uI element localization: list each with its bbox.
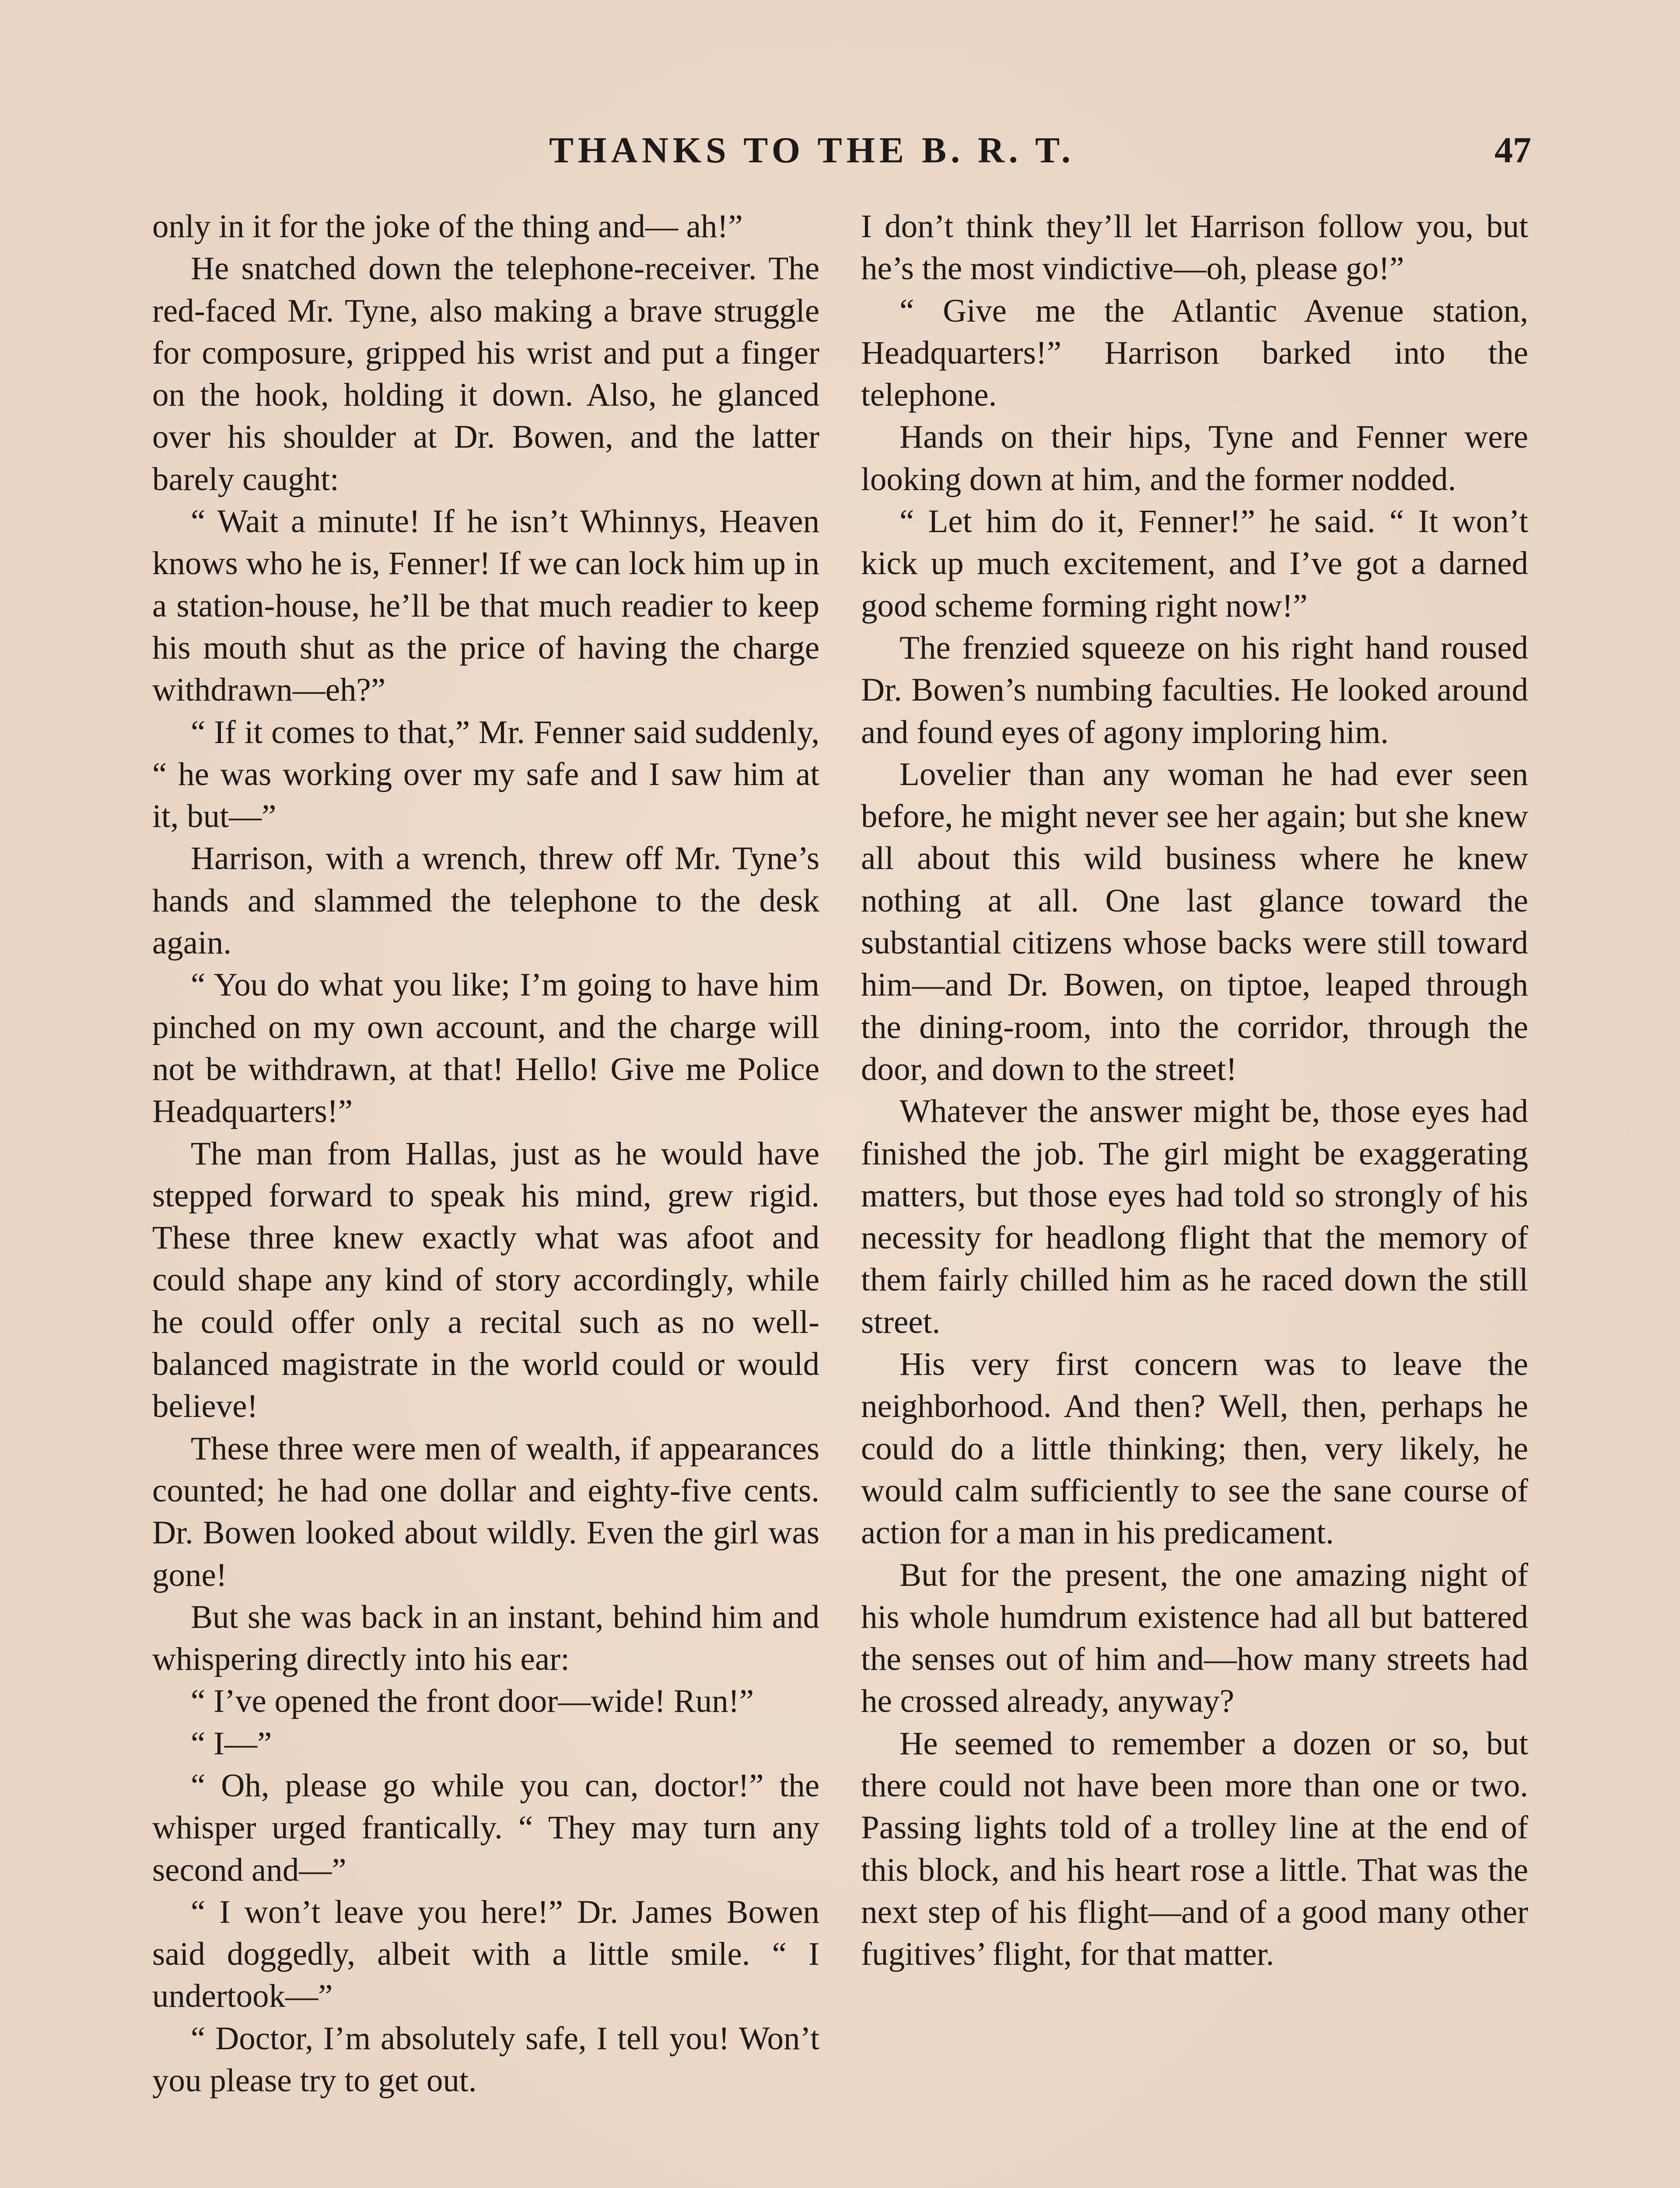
paragraph: “ If it comes to that,” Mr. Fenner said suddenly, “ he was working over my safe and I saw him at it, but—”: [152, 714, 819, 835]
paragraph: His very first concern was to leave the neighborhood. And then? Well, then, perhaps he could do a little thinking; then, very likely, he would calm sufficiently to see the sane course of action for a man in his predicament.: [861, 1346, 1528, 1551]
paragraph: only in it for the joke of the thing and— ah!”: [152, 208, 743, 245]
running-title: THANKS TO THE B. R. T.: [549, 130, 1075, 171]
paragraph: I don’t think they’ll let Harrison follow you, but he’s the most vindictive—oh, please go!”: [861, 208, 1528, 287]
left-column: [152, 206, 819, 2102]
paragraph: He seemed to remember a dozen or so, but there could not have been more than one or two. Passing lights told of a trolley line at the end of this block, and his heart rose a little. That was the next step of his flight—and of a good many other fugitives’ flight, for that matter.: [861, 1725, 1528, 1973]
paragraph: He snatched down the telephone-receiver. The red-faced Mr. Tyne, also making a brave struggle for composure, gripped his wrist and put a finger on the hook, holding it down. Also, he glanced over his shoulder at Dr. Bowen, and the latter barely caught:: [152, 250, 819, 498]
paragraph: Hands on their hips, Tyne and Fenner were looking down at him, and the former nodded.: [861, 419, 1528, 498]
paragraph: “ Let him do it, Fenner!” he said. “ It won’t kick up much excitement, and I’ve got a darned good scheme forming right now!”: [861, 503, 1528, 624]
paragraph: But she was back in an instant, behind him and whispering directly into his ear:: [152, 1599, 819, 1678]
paragraph: These three were men of wealth, if appearances counted; he had one dollar and eighty-five cents. Dr. Bowen looked about wildly. Even the girl was gone!: [152, 1430, 819, 1593]
paragraph: The frenzied squeeze on his right hand roused Dr. Bowen’s numbing faculties. He looked around and found eyes of agony imploring him.: [861, 629, 1528, 750]
paragraph: “ You do what you like; I’m going to have him pinched on my own account, and the charge will not be withdrawn, at that! Hello! Give me Police Headquarters!”: [152, 967, 819, 1130]
paragraph: “ Oh, please go while you can, doctor!” the whisper urged frantically. “ They may turn any second and—”: [152, 1767, 819, 1888]
paragraph: Lovelier than any woman he had ever seen before, he might never see her again; but she knew all about this wild business where he knew nothing at all. One last glance toward the substantial citizens whose backs were still toward him—and Dr. Bowen, on tiptoe, leaped through the dining-room, into the corridor, through the door, and down to the street!: [861, 756, 1528, 1087]
paragraph: “ I won’t leave you here!” Dr. James Bowen said doggedly, albeit with a little smile. “ I undertook—”: [152, 1893, 819, 2015]
paragraph: But for the present, the one amazing night of his whole humdrum existence had all but battered the senses out of him and—how many streets had he crossed already, anyway?: [861, 1557, 1528, 1720]
paragraph: “ Doctor, I’m absolutely safe, I tell you! Won’t you please try to get out.: [152, 2020, 819, 2099]
paragraph: The man from Hallas, just as he would have stepped forward to speak his mind, grew rigid. These three knew exactly what was afoot and could shape any kind of story accordingly, while he could offer only a recital such as no well-balanced magistrate in the world could or would believe!: [152, 1135, 819, 1425]
page-number: 47: [1494, 130, 1531, 171]
right-column: [861, 206, 1528, 1975]
page-header: [0, 129, 1680, 182]
paragraph: “ Wait a minute! If he isn’t Whinnys, Heaven knows who he is, Fenner! If we can lock him up in a station-house, he’ll be that much readier to keep his mouth shut as the price of having the charge withdrawn—eh?”: [152, 503, 819, 708]
paragraph: “ I’ve opened the front door—wide! Run!”: [191, 1683, 754, 1720]
paragraph: “ I—”: [191, 1725, 272, 1762]
paragraph: Harrison, with a wrench, threw off Mr. Tyne’s hands and slammed the telephone to the desk again.: [152, 840, 819, 961]
paragraph: Whatever the answer might be, those eyes had finished the job. The girl might be exaggerating matters, but those eyes had told so strongly of his necessity for headlong flight that the memory of them fairly chilled him as he raced down the still street.: [861, 1093, 1528, 1340]
paragraph: “ Give me the Atlantic Avenue station, Headquarters!” Harrison barked into the telephone.: [861, 292, 1528, 414]
